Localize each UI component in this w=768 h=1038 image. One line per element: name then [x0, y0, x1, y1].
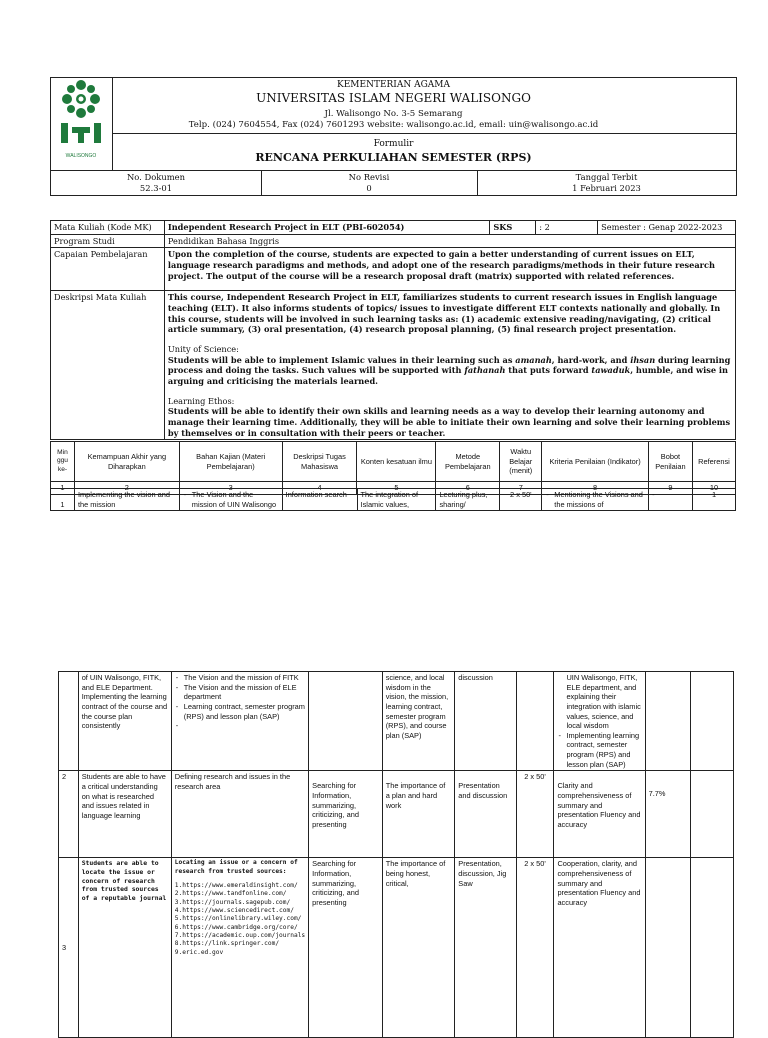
column-header: Konten kesatuan ilmu [357, 442, 436, 482]
outcome-row [51, 248, 736, 291]
ability-cell: Students are able to have a critical understanding on what is researched and issues related in language learning [78, 771, 171, 858]
course-info-table [50, 220, 736, 440]
time-cell: 2 x 50' [500, 489, 542, 511]
source-link[interactable]: 7.https://academic.oup.com/journals [174, 932, 306, 940]
course-row [51, 221, 736, 235]
unity-title: Unity of Science: [167, 343, 239, 354]
method-cell: Lecturing plus, sharing/ [436, 489, 500, 511]
column-number: 9 [648, 482, 692, 495]
table-row [59, 672, 734, 771]
unity-text: Students will be able to implement Islamic values in their learning such as amanah, hard-work, and ihsan during learning process and doing the tasks. Such values will be supported with fathanah that puts forward tawaduk, humble, and wise in arguing and criticising the materials learned. [167, 354, 731, 386]
column-number: 3 [179, 482, 282, 495]
source-link[interactable]: 2.https://www.tandfonline.com/ [174, 890, 287, 898]
column-number: 1 [51, 482, 75, 495]
issue-date: 1 Februari 2023 [572, 182, 641, 193]
sks-label: SKS [490, 221, 536, 235]
source-link[interactable]: 8.https://link.springer.com/ [174, 940, 280, 948]
column-number: 10 [692, 482, 735, 495]
source-link[interactable]: 9.eric.ed.gov [174, 948, 224, 956]
task-cell: Searching for Information, summarizing, criticizing, and presenting [309, 771, 383, 858]
time-cell: 2 x 50' [516, 858, 554, 1038]
outcome-label: Capaian Pembelajaran [51, 248, 165, 291]
program-name: Pendidikan Bahasa Inggris [164, 234, 735, 248]
criteria-cell: Clarity and comprehensiveness of summary and presentation Fluency and accuracy [554, 771, 645, 858]
weekly-plan-header [50, 441, 736, 495]
logo-text: UIN [81, 140, 84, 141]
week-number: 2 [59, 771, 79, 858]
document-number: 52.3-01 [139, 182, 173, 193]
content-cell: The integration of Islamic values, [357, 489, 436, 511]
document-header [50, 77, 737, 196]
task-cell: Information search [282, 489, 357, 511]
method-cell: Presentation and discussion [455, 771, 516, 858]
table-row [59, 858, 734, 1038]
content-cell: The importance of a plan and hard work [382, 771, 455, 858]
ethos-title: Learning Ethos: [167, 395, 235, 406]
header-divider [51, 170, 736, 171]
material-cell [171, 858, 308, 1038]
material-cell: - The Vision and the mission of FITK - The Vision and the mission of ELE department - Learning contract, semester program (RPS) and lesson plan (SAP) [171, 672, 308, 771]
ability-cell: of UIN Walisongo, FITK, and ELE Department. Implementing the learning contract of the course and the course plan consistently [78, 672, 171, 771]
outcome-text: Upon the completion of the course, students are expected to gain a better understanding of current issues on ELT, language research paradigms and methods, and adopt one of the research paradigms/methods in their future research project. The output of the course will be a research proposal draft (matrix) supported with related references. [164, 248, 735, 291]
logo-caption: WALISONGO [65, 153, 97, 159]
document-number-cell [51, 172, 261, 193]
source-link[interactable]: 4.https://www.sciencedirect.com/ [174, 907, 294, 915]
content-cell: The importance of being honest, critical, [382, 858, 455, 1038]
week-number: 3 [59, 858, 79, 1038]
source-link[interactable]: 6.https://www.cambridge.org/core/ [174, 923, 298, 931]
course-label: Mata Kuliah (Kode MK) [51, 221, 165, 235]
form-label: Formulir [373, 139, 414, 149]
description-label: Deskripsi Mata Kuliah [51, 291, 165, 440]
form-title: RENCANA PERKULIAHAN SEMESTER (RPS) [255, 151, 532, 164]
material-cell: - The Vision and the mission of UIN Walisongo [179, 489, 282, 511]
column-number: 2 [74, 482, 179, 495]
document-number-label: No. Dokumen [126, 172, 186, 182]
source-link[interactable]: 1.https://www.emeraldinsight.com/ [174, 881, 298, 889]
column-header: Kriteria Penilaian (Indikator) [542, 442, 649, 482]
column-header: Kemampuan Akhir yang Diharapkan [74, 442, 179, 482]
program-row [51, 234, 736, 248]
description-text: This course, Independent Research Project in ELT, familiarizes students to current research issues in English language teaching (ELT). It also informs students of topics/ issues to investigate different ELT contexts nationally and globally. In this course, students will be involved in such learning tasks as: (1) academic extensive reading/navigating, (2) critical article summary, (3) oral presentation, (4) research proposal planning, (5) final research project presentation. [167, 292, 721, 335]
description-row [51, 291, 736, 440]
task-cell: Searching for Information, summarizing, criticizing, and presenting [309, 858, 383, 1038]
column-header: Bobot Penilaian [648, 442, 692, 482]
method-cell: discussion [455, 672, 516, 771]
table-row [51, 489, 736, 511]
criteria-cell: - Mentioning the Visions and the missions of [542, 489, 649, 511]
revision-label: No Revisi [348, 172, 390, 182]
description-cell [164, 291, 735, 440]
issue-date-label: Tanggal Terbit [575, 172, 638, 182]
source-link[interactable]: 5.https://onlinelibrary.wiley.com/ [174, 915, 302, 923]
ability-cell: Students are able to locate the issue or concern of research from trusted sources of a reputable journal [78, 858, 171, 1038]
column-number: 7 [500, 482, 542, 495]
week1-row-top [50, 488, 736, 511]
university-address: Jl. Walisongo No. 3-5 Semarang [324, 109, 463, 119]
column-header: Waktu Belajar (menit) [500, 442, 542, 482]
material-cell: Defining research and issues in the research area [171, 771, 308, 858]
program-label: Program Studi [51, 234, 165, 248]
weekly-plan-continued [58, 671, 734, 1038]
revision-number: 0 [366, 182, 372, 193]
issue-date-cell [477, 172, 736, 193]
column-number: 5 [357, 482, 436, 495]
column-header: Bahan Kajian (Materi Pembelajaran) [179, 442, 282, 482]
table-row [59, 771, 734, 858]
revision-cell [261, 172, 477, 193]
column-number: 8 [542, 482, 649, 495]
week-number: 1 [51, 489, 75, 511]
weight-cell: - [649, 489, 693, 511]
ethos-text: Students will be able to identify their own skills and learning needs as a way to develop their learning autonomy and manage their learning time. Additionally, they will be able to initiate their own learning and solve their learning problems by themselves or in consultation with their peers or teacher. [167, 406, 731, 438]
sks-value: : 2 [536, 221, 598, 235]
column-header: Deskripsi Tugas Mahasiswa [282, 442, 357, 482]
material-intro: Locating an issue or a concern of research from trusted sources: [174, 859, 298, 875]
source-link[interactable]: 3.https://journals.sagepub.com/ [174, 898, 291, 906]
column-header-row [51, 442, 736, 482]
university-name: UNIVERSITAS ISLAM NEGERI WALISONGO [256, 91, 531, 105]
column-number: 6 [436, 482, 500, 495]
course-name: Independent Research Project in ELT (PBI-602054) [164, 221, 489, 235]
university-contact: Telp. (024) 7604554, Fax (024) 7601293 website: walisongo.ac.id, email: uin@walisongo.ac.id [188, 120, 599, 130]
column-header: Min ggu ke- [51, 442, 75, 482]
reference-cell: 1 [693, 489, 736, 511]
column-header: Metode Pembelajaran [436, 442, 500, 482]
column-number: 4 [282, 482, 357, 495]
time-cell: 2 x 50' [516, 771, 554, 858]
content-cell: science, and local wisdom in the vision, the mission, learning contract, semester program (RPS), and course plan (SAP) [382, 672, 455, 771]
ministry-name: KEMENTERIAN AGAMA [337, 80, 450, 90]
weight-cell: 7.7% [645, 771, 691, 858]
criteria-cell: UIN Walisongo, FITK, ELE department, and explaining their integration with islamic values, science, and local wisdom - Implementing learning contract, semester program (RPS) and lesson plan (SAP) [554, 672, 645, 771]
column-header: Referensi [692, 442, 735, 482]
criteria-cell: Cooperation, clarity, and comprehensiveness of summary and presentation Fluency and accuracy [554, 858, 645, 1038]
logo-cell [50, 77, 113, 170]
university-logo-icon [50, 77, 112, 167]
semester-value: Semester : Genap 2022-2023 [598, 221, 736, 235]
ability-cell: Implementing the vision and the mission [74, 489, 179, 511]
header-divider [113, 133, 736, 134]
method-cell: Presentation, discussion, Jig Saw [455, 858, 516, 1038]
